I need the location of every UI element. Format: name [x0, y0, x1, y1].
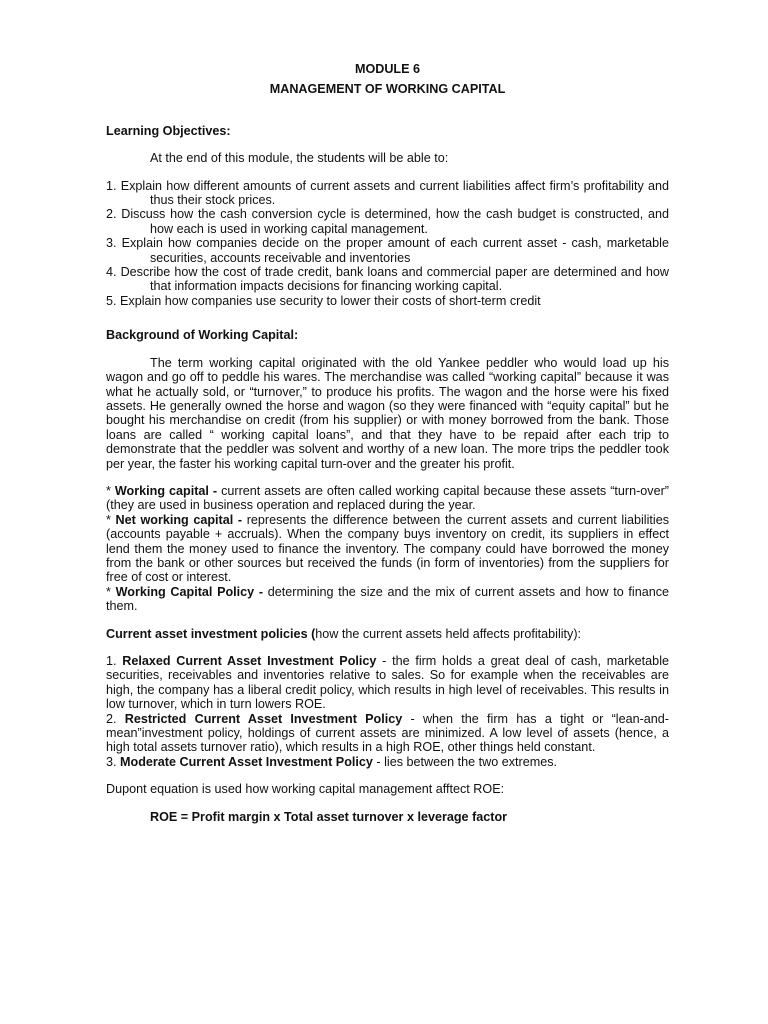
definition-term: Working capital -: [114, 483, 218, 498]
objectives-intro: At the end of this module, the students will be able to:: [150, 151, 449, 166]
definition-bullet: *: [106, 584, 116, 599]
policy-term: Relaxed Current Asset Investment Policy: [122, 654, 377, 668]
policy-term: Moderate Current Asset Investment Policy: [120, 754, 373, 769]
objective-item: 5. Explain how companies use security to lower their costs of short-term credit: [106, 293, 541, 308]
definition-term: Net working capital -: [115, 512, 243, 527]
definition-item: [106, 513, 669, 585]
objective-item: 4. Describe how the cost of trade credit, bank loans and commercial paper are determined and how that information impacts decisions for financing working capital.: [106, 265, 669, 294]
policies-heading-bold: Current asset investment policies (: [106, 626, 316, 641]
objectives-heading: Learning Objectives:: [106, 123, 231, 138]
document-body: [106, 62, 669, 824]
policies-list: [106, 654, 669, 769]
policy-number: 1.: [106, 654, 123, 668]
policy-item: [106, 654, 669, 712]
objective-item: 2. Discuss how the cash conversion cycle is determined, how the cash budget is constructed, and how each is used in working capital management.: [106, 207, 669, 236]
definition-bullet: *: [106, 512, 116, 527]
module-title: MODULE 6: [354, 62, 421, 76]
definition-term: Working Capital Policy -: [115, 584, 264, 599]
policy-term: Restricted Current Asset Investment Policy: [124, 711, 403, 726]
definition-item: [106, 484, 669, 513]
policy-item: [106, 755, 669, 769]
module-subtitle: MANAGEMENT OF WORKING CAPITAL: [269, 82, 506, 97]
objectives-list: [106, 179, 669, 309]
policy-number: 3.: [106, 754, 121, 769]
definition-text: determining the size and the mix of current assets and how to finance them.: [106, 584, 670, 614]
policies-heading-rest: how the current assets held affects profitability):: [315, 626, 582, 641]
policy-text: - lies between the two extremes.: [372, 754, 557, 769]
definition-item: [106, 585, 669, 614]
background-paragraph: The term working capital originated with the old Yankee peddler who would load up his wagon and go off to peddle his wares. The merchandise was called “working capital” because it was what he actually sold, or “turnover,” to produce his profits. The wagon and the horse were his fixed assets. He generally owned the horse and wagon (so they were financed with “equity capital” but he bought his merchandise on credit (from his supplier) or with money borrowed from the bank. Those loans are called “ working capital loans”, and that they have to be repaid after each trip to demonstrate that the peddler was solvent and worthy of a new loan. The more trips the peddler took per year, the faster his working capital turn-over and the greater his profit.: [106, 355, 669, 471]
policies-heading: [106, 627, 669, 641]
policy-number: 2.: [106, 711, 125, 726]
objective-item: 1. Explain how different amounts of current assets and current liabilities affect firm’s profitability and thus their stock prices.: [106, 178, 669, 208]
definition-text: represents the difference between the current assets and current liabilities (accounts payable + accruals). When the company buys inventory on credit, its suppliers in effect lend them the money used to finance the inventory. The company could have borrowed the money from the bank or other sources but received the funds (in form of inventories) from the suppliers for free of cost or interest.: [106, 512, 669, 585]
policy-text: - when the firm has a tight or “lean-and-mean”investment policy, holdings of current assets are minimized. A low level of assets (hence, a high total assets turnover ratio), which results in a high ROE, other things held constant.: [106, 711, 669, 755]
background-heading: Background of Working Capital:: [106, 328, 299, 343]
dupont-formula: ROE = Profit margin x Total asset turnover x leverage factor: [150, 809, 508, 824]
definition-bullet: *: [106, 483, 115, 498]
objective-item: 3. Explain how companies decide on the proper amount of each current asset - cash, marketable securities, accounts receivable and inventories: [106, 236, 669, 265]
definition-text: current assets are often called working capital because these assets “turn-over” (they are used in business operation and replaced during the year.: [106, 483, 669, 513]
dupont-intro: Dupont equation is used how working capital management afftect ROE:: [106, 782, 505, 797]
policy-text: - the firm holds a great deal of cash, marketable securities, receivables and inventories relative to sales. So for example when the receivables are high, the company has a liberal credit policy, which results in high level of receivables. This results in low turnover, which in turn lowers ROE.: [106, 654, 669, 712]
policy-item: [106, 712, 669, 755]
definitions-list: [106, 484, 669, 614]
